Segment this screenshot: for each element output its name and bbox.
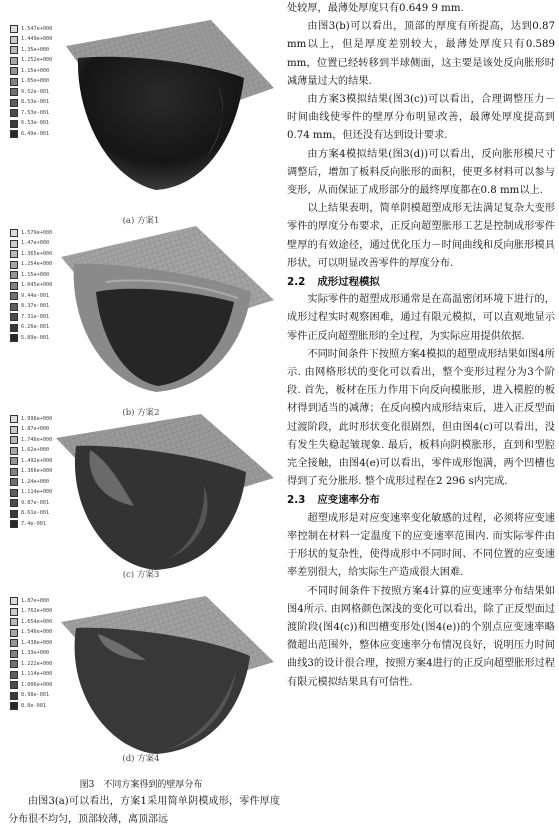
legend-swatch — [10, 130, 18, 138]
legend-value: 1.24e+000 — [21, 478, 50, 485]
legend-swatch — [10, 629, 18, 637]
legend-value: 1.546e+000 — [21, 629, 53, 636]
legend-swatch — [10, 618, 18, 626]
legend-entry — [10, 414, 52, 425]
legend-entry — [10, 435, 52, 446]
legend-swatch — [10, 292, 18, 300]
legend-swatch — [10, 250, 18, 258]
legend-value: 1.87e+000 — [21, 597, 50, 604]
legend-value: 1.579e+000 — [21, 229, 53, 236]
legend-entry — [10, 56, 52, 67]
legend-entry — [10, 509, 52, 520]
legend-entry — [10, 638, 52, 649]
legend-entry — [10, 77, 52, 88]
legend-value: 1.05e+000 — [21, 78, 50, 85]
legend-swatch — [10, 78, 18, 86]
panel-caption-c: (c) 方案3 — [122, 570, 160, 580]
legend-entry — [10, 680, 52, 691]
legend-entry — [10, 333, 52, 344]
legend-entry — [10, 691, 52, 702]
legend-swatch — [10, 457, 18, 465]
legend-value: 1.62e+000 — [21, 447, 50, 454]
paragraph-8: 超塑成形是对应变速率变化敏感的过程，必须将应变速率控制在材料一定温度下的应变速率范围内. 而实际零件由于形状的复杂性，使得成形中不同时间、不同位置的应变速率差别很大，给实际生产造成很大困难. — [287, 512, 555, 579]
legend-entry — [10, 628, 52, 639]
paragraph-1: 处较厚，最薄处厚度只有0.649 9 mm. — [287, 3, 464, 14]
legend-value: 6.26e-001 — [21, 324, 50, 331]
legend-swatch — [10, 692, 18, 700]
legend-swatch — [10, 681, 18, 689]
legend-swatch — [10, 88, 18, 96]
legend-value: 1.746e+000 — [21, 436, 53, 443]
paragraph-5: 以上结果表明，简单阴模超塑成形无法满足复杂大变形零件的厚度分布要求，正反向超塑胀形工艺是控制成形零件壁厚的有效途径，通过优化压力－时间曲线和反向胀形模具形状，可以明显改善零件的厚度分布. — [287, 203, 555, 269]
paragraph-7: 不同时间条件下按照方案4模拟的超塑成形结果如图4所示. 由网格形状的变化可以看出，整个变形过程分为3个阶段. 首先，板材在压力作用下向反向模胀形，进入模腔的板材得到适当的减薄；在反向模内成形结束后，进入正反型面过渡阶段，此时形状变化很剧烈，但由图4(c)可以看出，没有发生失稳起皱现象. 最后，板料向阴模胀形，直到和型腔完全接触，由图4(e)可以看出，零件成形饱满，两个凹槽也得到了充分胀形. 整个成形过程在2 296 s内完成. — [287, 348, 555, 488]
legend-d — [10, 596, 52, 712]
panel-a — [6, 18, 276, 226]
legend-entry — [10, 312, 52, 323]
legend-b — [10, 228, 52, 344]
legend-value: 1.222e+000 — [21, 660, 53, 667]
legend-swatch — [10, 447, 18, 455]
legend-swatch — [10, 261, 18, 269]
panel-b — [6, 222, 276, 418]
legend-value: 1.654e+000 — [21, 618, 53, 625]
legend-swatch — [10, 499, 18, 507]
legend-swatch — [10, 109, 18, 117]
legend-swatch — [10, 46, 18, 54]
section-title: 成形过程模拟 — [317, 276, 380, 289]
legend-entry — [10, 108, 52, 119]
legend-swatch — [10, 415, 18, 423]
legend-entry — [10, 45, 52, 56]
paragraph-6: 实际零件的超塑成形通常是在高温密闭环境下进行的，成形过程实时观察困难，通过有限元模拟，可以直观地显示零件正反向超塑胀形的全过程，为实际应用提供依据. — [287, 294, 555, 342]
legend-value: 1.366e+000 — [21, 468, 53, 475]
legend-entry — [10, 607, 52, 618]
legend-entry — [10, 302, 52, 313]
legend-value: 1.492e+000 — [21, 457, 53, 464]
legend-entry — [10, 659, 52, 670]
legend-value: 1.006e+000 — [21, 681, 53, 688]
legend-value: 7.31e-001 — [21, 313, 50, 320]
legend-entry — [10, 66, 52, 77]
section-heading-2-2 — [287, 273, 555, 291]
legend-entry — [10, 701, 52, 712]
legend-swatch — [10, 324, 18, 332]
legend-value: 1.762e+000 — [21, 608, 53, 615]
paragraph-4: 由方案4模拟结果(图3(d))可以看出，反向胀形模尺寸调整后，增加了板料反向胀形的面积，使更多材料可以参与变形，从而保证了成形部分的最终厚度都在0.8 mm以上. — [287, 148, 555, 197]
legend-swatch — [10, 334, 18, 342]
legend-swatch — [10, 120, 18, 128]
legend-value: 1.114e+000 — [21, 489, 53, 496]
legend-value: 1.15e+000 — [21, 271, 50, 278]
legend-swatch — [10, 639, 18, 647]
legend-swatch — [10, 67, 18, 75]
legend-value: 6.49e-001 — [21, 130, 50, 137]
legend-entry — [10, 446, 52, 457]
legend-swatch — [10, 597, 18, 605]
legend-entry — [10, 270, 52, 281]
legend-value: 8.53e-001 — [21, 99, 50, 106]
panel-caption-d: (d) 方案4 — [122, 754, 160, 764]
panel-caption-b: (b) 方案2 — [122, 408, 160, 418]
legend-value: 1.15e+000 — [21, 67, 50, 74]
legend-entry — [10, 24, 52, 35]
legend-swatch — [10, 489, 18, 497]
legend-swatch — [10, 510, 18, 518]
legend-swatch — [10, 660, 18, 668]
legend-swatch — [10, 702, 18, 710]
legend-entry — [10, 498, 52, 509]
legend-entry — [10, 467, 52, 478]
legend-swatch — [10, 36, 18, 44]
panel-c — [6, 408, 276, 586]
legend-entry — [10, 617, 52, 628]
legend-entry — [10, 129, 52, 140]
legend-entry — [10, 488, 52, 499]
legend-entry — [10, 456, 52, 467]
legend-entry — [10, 281, 52, 292]
legend-value: 1.045e+000 — [21, 282, 53, 289]
legend-entry — [10, 596, 52, 607]
legend-value: 6.53e-001 — [21, 120, 50, 127]
legend-value: 1.252e+000 — [21, 57, 53, 64]
panel-d — [6, 590, 276, 770]
section-title: 应变速率分布 — [317, 494, 380, 507]
legend-value: 8.37e-001 — [21, 303, 50, 310]
legend-swatch — [10, 99, 18, 107]
legend-swatch — [10, 608, 18, 616]
legend-value: 1.47e+000 — [21, 240, 50, 247]
paragraph-9: 不同时间条件下按照方案4计算的应变速率分布结果如图4所示. 由网格颜色深浅的变化可以看出，除了正反型面过渡阶段(图4(c))和凹槽变形处(图4(e))的个别点应变速率略微超出范围外，整体应变速率分布情况良好，说明压力时间曲线3的设计很合理，按照方案4进行的正反向超塑胀形过程有限元模拟结果具有可信性. — [287, 585, 555, 688]
legend-swatch — [10, 57, 18, 65]
legend-swatch — [10, 650, 18, 658]
legend-entry — [10, 649, 52, 660]
legend-entry — [10, 98, 52, 109]
legend-entry — [10, 425, 52, 436]
legend-c — [10, 414, 52, 530]
legend-value: 1.33e+000 — [21, 650, 50, 657]
legend-swatch — [10, 436, 18, 444]
legend-a — [10, 24, 52, 140]
legend-value: 7.4e-001 — [21, 520, 46, 527]
legend-swatch — [10, 313, 18, 321]
paragraph-2: 由图3(b)可以看出，顶部的厚度有所提高，达到0.87 mm以上，但是厚度差别较大，最薄处厚度只有0.589 mm，位置已经转移到半球侧面，这主要是该处反向胀形时减薄量过大的结果. — [287, 21, 555, 87]
legend-value: 1.449e+000 — [21, 36, 53, 43]
section-number: 2.2 — [287, 276, 306, 289]
legend-value: 1.547e+000 — [21, 25, 53, 32]
section-heading-2-3 — [287, 491, 555, 509]
legend-value: 1.365e+000 — [21, 250, 53, 257]
legend-swatch — [10, 468, 18, 476]
legend-swatch — [10, 303, 18, 311]
legend-swatch — [10, 671, 18, 679]
legend-entry — [10, 260, 52, 271]
legend-entry — [10, 323, 52, 334]
legend-entry — [10, 291, 52, 302]
legend-entry — [10, 519, 52, 530]
legend-swatch — [10, 25, 18, 33]
section-number: 2.3 — [287, 494, 306, 507]
legend-swatch — [10, 426, 18, 434]
legend-value: 9.87e-001 — [21, 499, 50, 506]
legend-value: 8.0e-001 — [21, 702, 46, 709]
legend-value: 9.44e-001 — [21, 292, 50, 299]
legend-value: 8.61e-001 — [21, 510, 50, 517]
legend-value: 1.87e+000 — [21, 426, 50, 433]
legend-entry — [10, 35, 52, 46]
legend-entry — [10, 239, 52, 250]
legend-swatch — [10, 520, 18, 528]
legend-value: 9.52e-001 — [21, 88, 50, 95]
legend-entry — [10, 477, 52, 488]
legend-value: 1.438e+000 — [21, 639, 53, 646]
legend-value: 1.254e+000 — [21, 261, 53, 268]
legend-entry — [10, 228, 52, 239]
legend-swatch — [10, 282, 18, 290]
figure-caption: 图3 不同方案得到的壁厚分布 — [79, 780, 203, 790]
legend-value: 8.98e-001 — [21, 692, 50, 699]
legend-value: 1.114e+000 — [21, 671, 53, 678]
legend-value: 5.89e-001 — [21, 334, 50, 341]
legend-entry — [10, 119, 52, 130]
legend-entry — [10, 87, 52, 98]
text-column — [287, 0, 555, 692]
legend-value: 1.35e+000 — [21, 46, 50, 53]
legend-swatch — [10, 478, 18, 486]
legend-swatch — [10, 229, 18, 237]
body-paragraph-left: 由图3(a)可以看出，方案1采用简单阴模成形，零件厚度分布很不均匀，顶部较薄，离顶部远 — [8, 796, 280, 826]
legend-swatch — [10, 240, 18, 248]
legend-value: 1.996e+000 — [21, 415, 53, 422]
panel-caption-a: (a) 方案1 — [122, 216, 160, 226]
paragraph-3: 由方案3模拟结果(图3(c))可以看出，合理调整压力－时间曲线使零件的壁厚分布明显改善，最薄处厚度提高到0.74 mm，但还没有达到设计要求. — [287, 94, 555, 142]
legend-entry — [10, 249, 52, 260]
legend-swatch — [10, 271, 18, 279]
legend-value: 7.53e-001 — [21, 109, 50, 116]
legend-entry — [10, 670, 52, 681]
